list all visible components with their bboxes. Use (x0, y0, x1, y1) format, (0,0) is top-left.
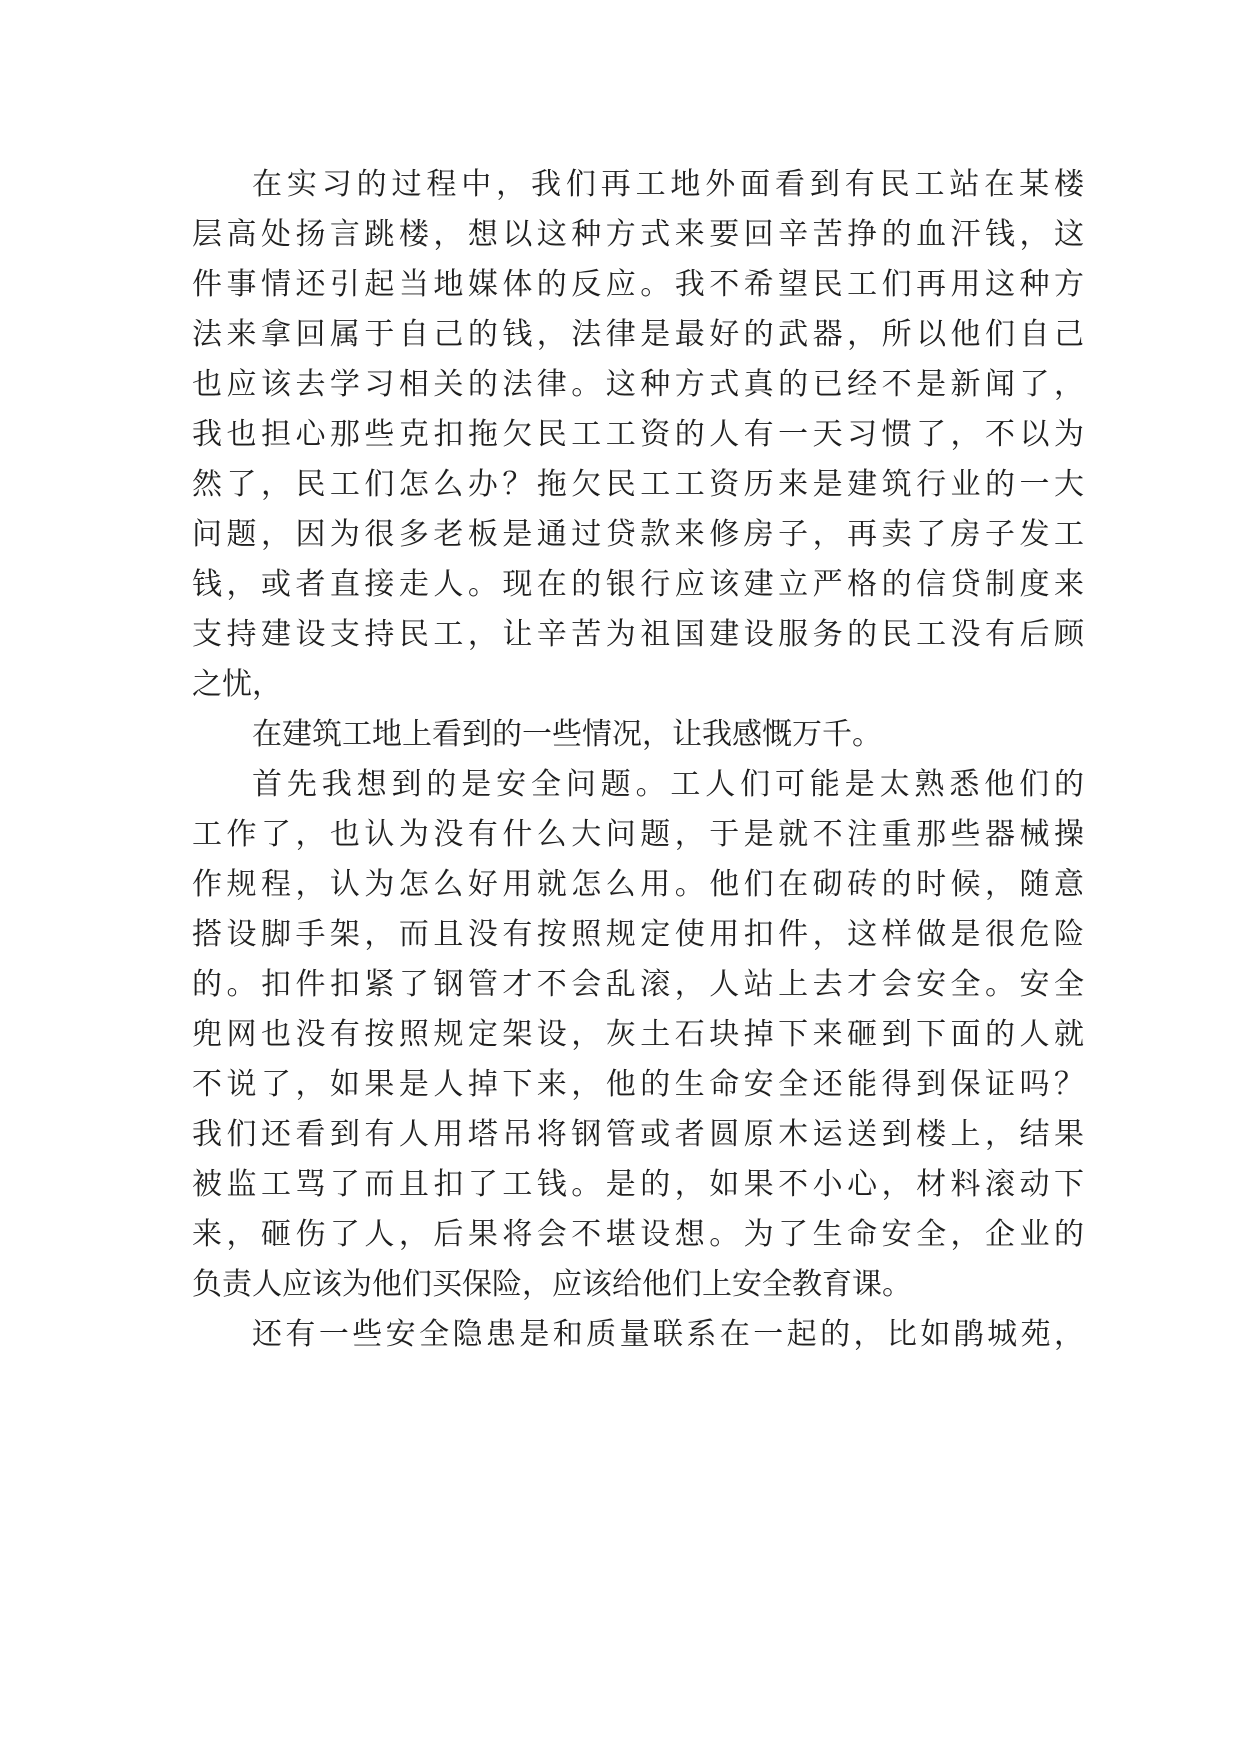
text-line: 作规程，认为怎么好用就怎么用。他们在砌砖的时候，随意 (192, 867, 1084, 902)
paragraph-4 (192, 1310, 1084, 1360)
text-line: 也应该去学习相关的法律。这种方式真的已经不是新闻了， (192, 367, 1084, 402)
text-line: 负责人应该为他们买保险，应该给他们上安全教育课。 (192, 1267, 912, 1302)
text-line: 还有一些安全隐患是和质量联系在一起的，比如鹃城苑， (252, 1317, 1084, 1352)
text-line: 搭设脚手架，而且没有按照规定使用扣件，这样做是很危险 (192, 917, 1084, 952)
paragraph-3 (192, 760, 1084, 1310)
text-line: 在建筑工地上看到的一些情况，让我感慨万千。 (252, 717, 882, 752)
text-line: 被监工骂了而且扣了工钱。是的，如果不小心，材料滚动下 (192, 1167, 1084, 1202)
text-line: 的。扣件扣紧了钢管才不会乱滚，人站上去才会安全。安全 (192, 967, 1084, 1002)
text-line: 之忧， (192, 667, 282, 702)
text-line: 兜网也没有按照规定架设，灰土石块掉下来砸到下面的人就 (192, 1017, 1084, 1052)
text-line: 工作了，也认为没有什么大问题，于是就不注重那些器械操 (192, 817, 1084, 852)
text-line: 问题，因为很多老板是通过贷款来修房子，再卖了房子发工 (192, 517, 1084, 552)
text-line: 支持建设支持民工，让辛苦为祖国建设服务的民工没有后顾 (192, 617, 1084, 652)
text-line: 来，砸伤了人，后果将会不堪设想。为了生命安全，企业的 (192, 1217, 1084, 1252)
paragraph-1 (192, 160, 1084, 710)
text-line: 在实习的过程中，我们再工地外面看到有民工站在某楼 (252, 167, 1084, 202)
text-line: 件事情还引起当地媒体的反应。我不希望民工们再用这种方 (192, 267, 1084, 302)
text-line: 法来拿回属于自己的钱，法律是最好的武器，所以他们自己 (192, 317, 1084, 352)
text-line: 层高处扬言跳楼，想以这种方式来要回辛苦挣的血汗钱，这 (192, 217, 1084, 252)
paragraph-2 (192, 710, 1084, 760)
text-line: 首先我想到的是安全问题。工人们可能是太熟悉他们的 (252, 767, 1084, 802)
text-line: 我们还看到有人用塔吊将钢管或者圆原木运送到楼上，结果 (192, 1117, 1084, 1152)
text-line: 然了，民工们怎么办？拖欠民工工资历来是建筑行业的一大 (192, 467, 1084, 502)
text-line: 我也担心那些克扣拖欠民工工资的人有一天习惯了，不以为 (192, 417, 1084, 452)
text-line: 不说了，如果是人掉下来，他的生命安全还能得到保证吗？ (192, 1067, 1084, 1102)
document-body (192, 160, 1084, 1360)
text-line: 钱，或者直接走人。现在的银行应该建立严格的信贷制度来 (192, 567, 1084, 602)
